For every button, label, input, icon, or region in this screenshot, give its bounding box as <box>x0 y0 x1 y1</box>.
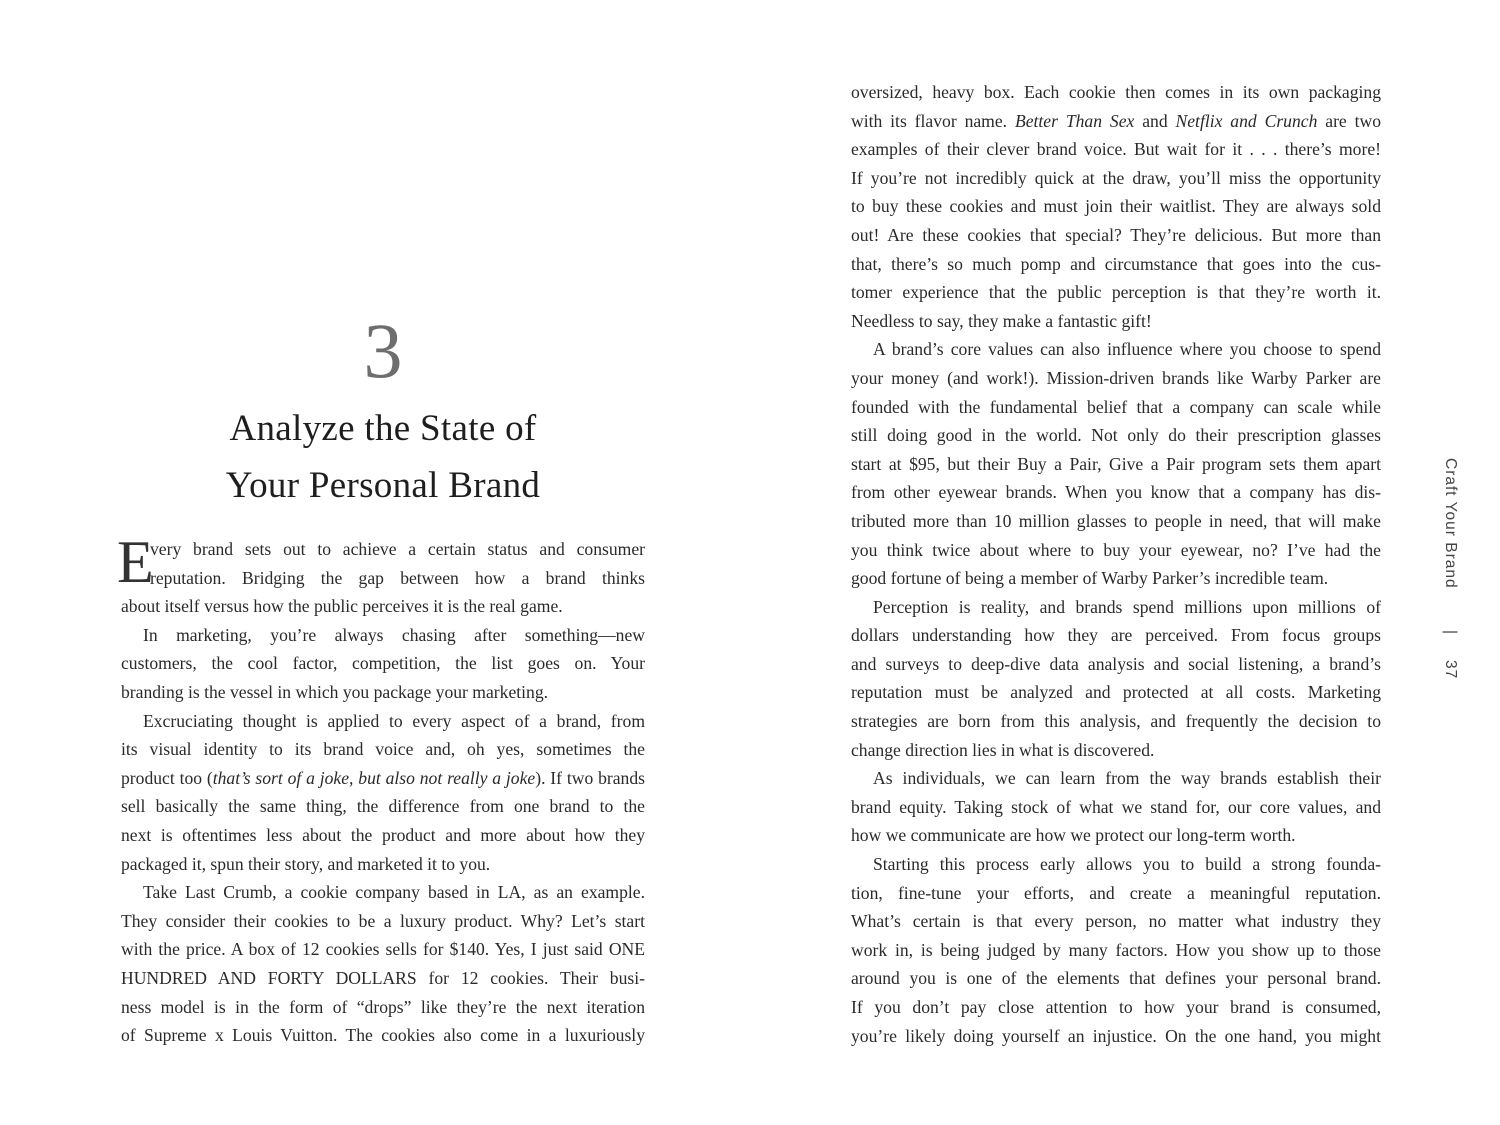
paragraph <box>121 878 645 1050</box>
text-line: oversized, heavy box. Each cookie then comes in its own packaging <box>851 82 1381 102</box>
text-line: Starting this process early allows you to build a strong founda- <box>873 854 1381 875</box>
text-segment: product too ( <box>121 767 213 788</box>
text-line: If you’re not incredibly quick at the draw, you’ll miss the opportunity <box>851 167 1381 188</box>
text-line: strategies are born from this analysis, and frequently the decision to <box>851 711 1381 732</box>
text-segment: are two <box>1317 110 1382 131</box>
text-line: that, there’s so much pomp and circumstance that goes into the cus- <box>851 253 1381 274</box>
text-line: to buy these cookies and must join their waitlist. They are always sold <box>851 196 1381 217</box>
text-line: around you is one of the elements that defines your personal brand. <box>851 968 1381 989</box>
italic-text: Netflix and Crunch <box>1175 110 1318 131</box>
text-line: Needless to say, they make a fantastic gift! <box>851 310 1152 331</box>
text-line: tion, fine-tune your efforts, and create a meaningful reputation. <box>851 882 1381 903</box>
text-line: its visual identity to its brand voice and, oh yes, sometimes the <box>121 739 645 760</box>
text-segment: ). If two brands <box>535 767 645 788</box>
text-line: Perception is reality, and brands spend millions upon millions of <box>873 596 1381 617</box>
text-line: A brand’s core values can also influence where you choose to spend <box>873 339 1381 360</box>
text-line: and surveys to deep-dive data analysis and social listening, a brand’s <box>851 653 1381 674</box>
text-line: tomer experience that the public perception is that they’re worth it. <box>851 282 1381 303</box>
left-page-body <box>121 535 645 1050</box>
chapter-number: 3 <box>363 307 403 394</box>
page-number: 37 <box>1442 660 1459 680</box>
paragraph <box>851 850 1381 1050</box>
text-line: What’s certain is that every person, no matter what industry they <box>851 911 1381 932</box>
text-line: next is oftentimes less about the product and more about how they <box>121 824 645 845</box>
paragraph <box>121 621 645 707</box>
text-line: founded with the fundamental belief that a company can scale while <box>851 396 1381 417</box>
text-line: brand equity. Taking stock of what we stand for, our core values, and <box>851 796 1381 817</box>
text-line: very brand sets out to achieve a certain status and consumer <box>150 539 645 559</box>
text-line: As individuals, we can learn from the way brands establish their <box>873 768 1381 789</box>
text-line: branding is the vessel in which you package your marketing. <box>121 681 549 702</box>
text-line: sell basically the same thing, the difference from one brand to the <box>121 796 645 817</box>
text-line: of Supreme x Louis Vuitton. The cookies also come in a luxuriously <box>121 1025 645 1046</box>
text-line: reputation must be analyzed and protected at all costs. Marketing <box>851 682 1381 703</box>
text-line: start at $95, but their Buy a Pair, Give a Pair program sets them apart <box>851 453 1381 474</box>
text-line: Take Last Crumb, a cookie company based in LA, as an example. <box>143 882 645 903</box>
paragraph <box>851 764 1381 850</box>
text-line: tributed more than 10 million glasses to people in need, that will make <box>851 510 1381 531</box>
drop-cap: E <box>117 529 154 595</box>
text-line: examples of their clever brand voice. But wait for it . . . there’s more! <box>851 139 1381 160</box>
text-line: you’re likely doing yourself an injustice. On the one hand, you might <box>851 1025 1381 1046</box>
running-head-title: Craft Your Brand <box>1442 458 1459 589</box>
chapter-title-line-1: Analyze the State of <box>229 408 537 449</box>
text-line <box>121 764 645 793</box>
text-line: still doing good in the world. Not only do their prescription glasses <box>851 425 1381 446</box>
text-line <box>851 107 1381 136</box>
text-line: change direction lies in what is discovered. <box>851 739 1155 760</box>
italic-text: that’s sort of a joke, but also not really a joke <box>212 767 536 788</box>
text-line: you think twice about where to buy your eyewear, no? I’ve had the <box>851 539 1381 560</box>
text-line: Excruciating thought is applied to every aspect of a brand, from <box>143 710 645 731</box>
paragraph <box>121 535 645 621</box>
paragraph <box>851 335 1381 592</box>
text-line: work in, is being judged by many factors. How you show up to those <box>851 939 1381 960</box>
text-line: They consider their cookies to be a luxury product. Why? Let’s start <box>121 910 645 931</box>
text-line: good fortune of being a member of Warby Parker’s incredible team. <box>851 568 1329 589</box>
right-page-body <box>851 78 1381 1050</box>
text-line: packaged it, spun their story, and marketed it to you. <box>121 853 491 874</box>
paragraph <box>851 593 1381 765</box>
text-line: about itself versus how the public perceives it is the real game. <box>121 596 563 617</box>
italic-text: Better Than Sex <box>1014 110 1135 131</box>
text-segment: with its flavor name. <box>851 110 1015 131</box>
text-line: ness model is in the form of “drops” like they’re the next iteration <box>121 996 645 1017</box>
text-line: In marketing, you’re always chasing after something—new <box>143 624 645 645</box>
text-line: customers, the cool factor, competition, the list goes on. Your <box>121 653 645 674</box>
chapter-title-line-2: Your Personal Brand <box>225 465 541 506</box>
text-line: out! Are these cookies that special? They’re delicious. But more than <box>851 224 1381 245</box>
paragraph <box>851 78 1381 335</box>
running-head-separator: | <box>1442 630 1459 636</box>
paragraph <box>121 707 645 879</box>
text-line: dollars understanding how they are perceived. From focus groups <box>851 625 1381 646</box>
text-line: your money (and work!). Mission-driven brands like Warby Parker are <box>851 367 1381 388</box>
text-line: how we communicate are how we protect our long-term worth. <box>851 825 1296 846</box>
text-line: with the price. A box of 12 cookies sells for $140. Yes, I just said ONE <box>121 939 645 960</box>
text-line: HUNDRED AND FORTY DOLLARS for 12 cookies. Their busi- <box>121 967 645 988</box>
text-segment: and <box>1134 110 1176 131</box>
running-head <box>1437 458 1467 698</box>
text-line: from other eyewear brands. When you know that a company has dis- <box>851 482 1381 503</box>
text-line: reputation. Bridging the gap between how a brand thinks <box>150 567 645 588</box>
text-line: If you don’t pay close attention to how your brand is consumed, <box>851 997 1381 1017</box>
